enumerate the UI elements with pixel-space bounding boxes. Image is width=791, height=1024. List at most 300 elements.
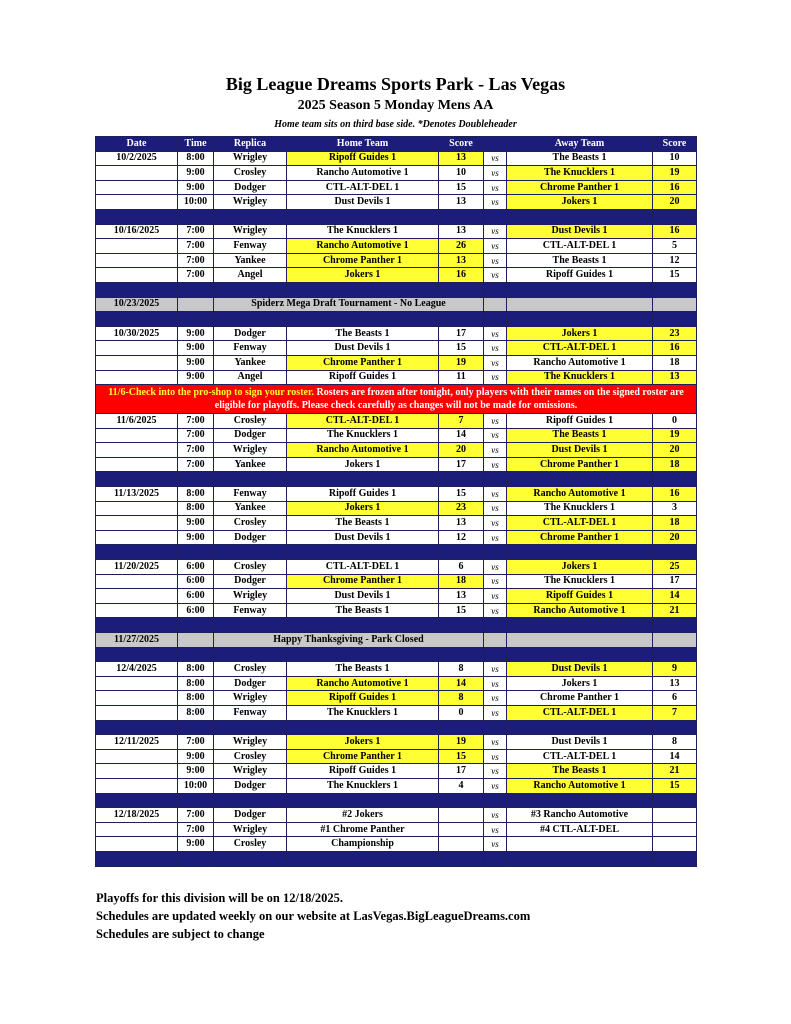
game-row <box>96 195 697 210</box>
game-time: 9:00 <box>178 341 214 356</box>
separator-cell <box>439 647 484 662</box>
footer-playoffs: Playoffs for this division will be on 12/18/2025. <box>96 891 344 905</box>
schedule-table <box>95 136 697 867</box>
away-score: 20 <box>653 530 697 545</box>
event-spacer <box>178 633 214 648</box>
away-score <box>653 808 697 823</box>
separator-cell <box>439 282 484 297</box>
roster-notice-lead: 11/6-Check into the pro-shop to sign your roster. <box>108 387 314 399</box>
away-score: 5 <box>653 239 697 254</box>
game-field: Crosley <box>214 516 287 531</box>
game-field: Yankee <box>214 253 287 268</box>
separator-cell <box>96 851 178 866</box>
separator-row <box>96 720 697 735</box>
vs-label: vs <box>484 603 507 618</box>
away-score: 6 <box>653 691 697 706</box>
game-date <box>96 516 178 531</box>
home-team: Jokers 1 <box>287 501 439 516</box>
game-date <box>96 764 178 779</box>
away-team: CTL-ALT-DEL 1 <box>507 516 653 531</box>
game-field: Dodger <box>214 530 287 545</box>
away-team: Ripoff Guides 1 <box>507 589 653 604</box>
vs-label: vs <box>484 443 507 458</box>
away-score: 18 <box>653 516 697 531</box>
away-team: The Beasts 1 <box>507 151 653 166</box>
schedule-note: Home team sits on third base side. *Denotes Doubleheader <box>274 119 517 130</box>
home-team: Chrome Panther 1 <box>287 355 439 370</box>
separator-row <box>96 618 697 633</box>
game-row <box>96 355 697 370</box>
game-date <box>96 180 178 195</box>
game-row <box>96 268 697 283</box>
home-team: The Beasts 1 <box>287 662 439 677</box>
game-row <box>96 487 697 502</box>
away-team: Rancho Automotive 1 <box>507 778 653 793</box>
game-row <box>96 414 697 429</box>
home-team: Chrome Panther 1 <box>287 574 439 589</box>
separator-cell <box>507 851 653 866</box>
separator-cell <box>484 793 507 808</box>
col-header-home-team: Home Team <box>287 137 439 152</box>
game-date <box>96 253 178 268</box>
away-score: 7 <box>653 705 697 720</box>
away-score: 19 <box>653 166 697 181</box>
away-team: Chrome Panther 1 <box>507 180 653 195</box>
away-team: Jokers 1 <box>507 326 653 341</box>
away-team: CTL-ALT-DEL 1 <box>507 749 653 764</box>
away-score: 20 <box>653 443 697 458</box>
separator-cell <box>214 282 287 297</box>
away-score: 9 <box>653 662 697 677</box>
separator-cell <box>484 720 507 735</box>
game-time: 7:00 <box>178 443 214 458</box>
event-spacer <box>484 297 507 312</box>
home-score: 15 <box>439 341 484 356</box>
home-score: 14 <box>439 428 484 443</box>
game-field: Wrigley <box>214 195 287 210</box>
separator-cell <box>214 851 287 866</box>
game-field: Yankee <box>214 457 287 472</box>
away-team: #4 CTL-ALT-DEL <box>507 822 653 837</box>
home-score <box>439 822 484 837</box>
event-date: 10/23/2025 <box>96 297 178 312</box>
vs-label: vs <box>484 326 507 341</box>
game-row <box>96 808 697 823</box>
separator-cell <box>214 793 287 808</box>
game-time: 8:00 <box>178 501 214 516</box>
game-date <box>96 370 178 385</box>
separator-cell <box>287 720 439 735</box>
game-row <box>96 589 697 604</box>
vs-label: vs <box>484 151 507 166</box>
event-row <box>96 297 697 312</box>
game-field: Yankee <box>214 501 287 516</box>
game-field: Fenway <box>214 341 287 356</box>
home-score: 13 <box>439 224 484 239</box>
vs-label: vs <box>484 355 507 370</box>
vs-label: vs <box>484 560 507 575</box>
game-time: 6:00 <box>178 589 214 604</box>
game-date <box>96 501 178 516</box>
home-score <box>439 837 484 852</box>
game-field: Wrigley <box>214 589 287 604</box>
game-time: 6:00 <box>178 603 214 618</box>
game-time: 6:00 <box>178 560 214 575</box>
separator-cell <box>484 209 507 224</box>
away-team: Dust Devils 1 <box>507 443 653 458</box>
footer-disclaimer: Schedules are subject to change <box>96 927 265 941</box>
vs-label: vs <box>484 501 507 516</box>
separator-row <box>96 793 697 808</box>
away-team: Dust Devils 1 <box>507 662 653 677</box>
separator-cell <box>178 472 214 487</box>
game-row <box>96 676 697 691</box>
game-date <box>96 530 178 545</box>
game-row <box>96 574 697 589</box>
separator-cell <box>507 720 653 735</box>
home-score: 13 <box>439 195 484 210</box>
game-date: 11/20/2025 <box>96 560 178 575</box>
game-date <box>96 822 178 837</box>
game-time: 7:00 <box>178 224 214 239</box>
separator-cell <box>439 793 484 808</box>
away-team: CTL-ALT-DEL 1 <box>507 239 653 254</box>
vs-label: vs <box>484 778 507 793</box>
game-time: 10:00 <box>178 195 214 210</box>
separator-cell <box>507 618 653 633</box>
away-score: 13 <box>653 676 697 691</box>
home-score: 0 <box>439 705 484 720</box>
separator-cell <box>96 793 178 808</box>
separator-cell <box>507 647 653 662</box>
home-team: The Knucklers 1 <box>287 778 439 793</box>
separator-cell <box>653 618 697 633</box>
game-date <box>96 603 178 618</box>
game-time: 9:00 <box>178 326 214 341</box>
away-score <box>653 837 697 852</box>
separator-cell <box>287 647 439 662</box>
vs-label: vs <box>484 837 507 852</box>
game-row <box>96 764 697 779</box>
game-row <box>96 778 697 793</box>
separator-cell <box>96 720 178 735</box>
home-team: #1 Chrome Panther <box>287 822 439 837</box>
separator-cell <box>287 851 439 866</box>
game-date <box>96 355 178 370</box>
vs-label: vs <box>484 735 507 750</box>
away-team: Rancho Automotive 1 <box>507 487 653 502</box>
separator-cell <box>178 851 214 866</box>
home-score: 6 <box>439 560 484 575</box>
event-spacer <box>484 633 507 648</box>
separator-cell <box>287 472 439 487</box>
game-field: Angel <box>214 370 287 385</box>
game-time: 9:00 <box>178 530 214 545</box>
away-score: 16 <box>653 341 697 356</box>
home-score: 23 <box>439 501 484 516</box>
separator-cell <box>96 282 178 297</box>
away-score: 16 <box>653 487 697 502</box>
home-score: 19 <box>439 735 484 750</box>
away-score: 21 <box>653 603 697 618</box>
home-score: 15 <box>439 180 484 195</box>
separator-row <box>96 545 697 560</box>
home-team: #2 Jokers <box>287 808 439 823</box>
home-score: 15 <box>439 749 484 764</box>
home-team: Ripoff Guides 1 <box>287 764 439 779</box>
separator-cell <box>178 282 214 297</box>
vs-label: vs <box>484 195 507 210</box>
separator-cell <box>484 851 507 866</box>
game-date: 11/6/2025 <box>96 414 178 429</box>
away-team: Jokers 1 <box>507 195 653 210</box>
game-field: Wrigley <box>214 151 287 166</box>
game-row <box>96 151 697 166</box>
vs-label: vs <box>484 662 507 677</box>
game-field: Wrigley <box>214 224 287 239</box>
away-team: The Knucklers 1 <box>507 370 653 385</box>
game-date <box>96 589 178 604</box>
game-time: 8:00 <box>178 662 214 677</box>
away-team: Jokers 1 <box>507 676 653 691</box>
game-field: Crosley <box>214 560 287 575</box>
game-field: Wrigley <box>214 764 287 779</box>
away-score: 13 <box>653 370 697 385</box>
game-field: Crosley <box>214 662 287 677</box>
home-team: Dust Devils 1 <box>287 195 439 210</box>
separator-cell <box>287 312 439 327</box>
separator-cell <box>507 545 653 560</box>
separator-cell <box>287 545 439 560</box>
away-score: 10 <box>653 151 697 166</box>
game-date <box>96 778 178 793</box>
separator-cell <box>96 545 178 560</box>
away-score: 15 <box>653 778 697 793</box>
game-time: 9:00 <box>178 516 214 531</box>
table-header-row <box>96 137 697 152</box>
home-team: Ripoff Guides 1 <box>287 151 439 166</box>
game-field: Dodger <box>214 428 287 443</box>
game-field: Dodger <box>214 326 287 341</box>
home-score: 8 <box>439 691 484 706</box>
home-team: Dust Devils 1 <box>287 530 439 545</box>
game-date <box>96 837 178 852</box>
separator-cell <box>484 618 507 633</box>
home-score: 15 <box>439 603 484 618</box>
vs-label: vs <box>484 691 507 706</box>
page-subtitle: 2025 Season 5 Monday Mens AA <box>297 98 494 113</box>
separator-cell <box>178 647 214 662</box>
vs-label: vs <box>484 589 507 604</box>
separator-cell <box>178 618 214 633</box>
home-score: 18 <box>439 574 484 589</box>
vs-label: vs <box>484 530 507 545</box>
home-score: 13 <box>439 516 484 531</box>
game-date <box>96 705 178 720</box>
game-row <box>96 837 697 852</box>
home-score: 17 <box>439 764 484 779</box>
game-date: 11/13/2025 <box>96 487 178 502</box>
separator-row <box>96 851 697 866</box>
game-date <box>96 457 178 472</box>
away-score: 23 <box>653 326 697 341</box>
vs-label: vs <box>484 370 507 385</box>
roster-notice <box>96 385 697 414</box>
separator-cell <box>178 720 214 735</box>
game-time: 9:00 <box>178 837 214 852</box>
vs-label: vs <box>484 224 507 239</box>
home-score: 26 <box>439 239 484 254</box>
vs-label: vs <box>484 253 507 268</box>
game-date <box>96 239 178 254</box>
home-score: 8 <box>439 662 484 677</box>
separator-cell <box>439 545 484 560</box>
game-row <box>96 516 697 531</box>
away-team: Ripoff Guides 1 <box>507 268 653 283</box>
game-field: Wrigley <box>214 691 287 706</box>
separator-row <box>96 282 697 297</box>
game-time: 7:00 <box>178 822 214 837</box>
home-team: CTL-ALT-DEL 1 <box>287 180 439 195</box>
away-team: The Knucklers 1 <box>507 501 653 516</box>
game-row <box>96 691 697 706</box>
game-time: 7:00 <box>178 428 214 443</box>
game-time: 6:00 <box>178 574 214 589</box>
game-field: Fenway <box>214 487 287 502</box>
away-score: 16 <box>653 224 697 239</box>
game-time: 7:00 <box>178 268 214 283</box>
away-score: 12 <box>653 253 697 268</box>
game-date <box>96 341 178 356</box>
away-team: Chrome Panther 1 <box>507 530 653 545</box>
home-score: 12 <box>439 530 484 545</box>
away-score: 0 <box>653 414 697 429</box>
vs-label: vs <box>484 487 507 502</box>
home-score: 13 <box>439 589 484 604</box>
separator-cell <box>96 618 178 633</box>
separator-cell <box>287 618 439 633</box>
game-row <box>96 749 697 764</box>
game-date <box>96 428 178 443</box>
vs-label: vs <box>484 166 507 181</box>
game-field: Wrigley <box>214 735 287 750</box>
away-team: Dust Devils 1 <box>507 224 653 239</box>
away-team: The Knucklers 1 <box>507 574 653 589</box>
home-team: Dust Devils 1 <box>287 589 439 604</box>
game-field: Crosley <box>214 837 287 852</box>
game-time: 9:00 <box>178 764 214 779</box>
game-row <box>96 501 697 516</box>
away-team: CTL-ALT-DEL 1 <box>507 705 653 720</box>
vs-label: vs <box>484 516 507 531</box>
game-row <box>96 341 697 356</box>
separator-cell <box>96 472 178 487</box>
away-score: 25 <box>653 560 697 575</box>
separator-cell <box>214 647 287 662</box>
separator-cell <box>178 793 214 808</box>
game-row <box>96 180 697 195</box>
game-row <box>96 603 697 618</box>
away-score: 17 <box>653 574 697 589</box>
separator-cell <box>653 472 697 487</box>
separator-cell <box>653 851 697 866</box>
game-date: 12/18/2025 <box>96 808 178 823</box>
separator-cell <box>484 312 507 327</box>
game-row <box>96 239 697 254</box>
away-team: The Beasts 1 <box>507 764 653 779</box>
col-header-replica: Replica <box>214 137 287 152</box>
game-time: 8:00 <box>178 705 214 720</box>
home-team: Rancho Automotive 1 <box>287 239 439 254</box>
col-header-away-score: Score <box>653 137 697 152</box>
home-score <box>439 808 484 823</box>
vs-label: vs <box>484 749 507 764</box>
game-row <box>96 370 697 385</box>
home-team: Rancho Automotive 1 <box>287 166 439 181</box>
separator-cell <box>178 209 214 224</box>
game-row <box>96 735 697 750</box>
event-spacer <box>507 297 653 312</box>
home-team: Rancho Automotive 1 <box>287 443 439 458</box>
game-time: 7:00 <box>178 239 214 254</box>
separator-cell <box>214 720 287 735</box>
separator-cell <box>653 312 697 327</box>
home-score: 7 <box>439 414 484 429</box>
game-time: 7:00 <box>178 253 214 268</box>
vs-label: vs <box>484 414 507 429</box>
separator-cell <box>439 618 484 633</box>
game-time: 7:00 <box>178 735 214 750</box>
game-time: 8:00 <box>178 151 214 166</box>
event-spacer <box>178 297 214 312</box>
separator-cell <box>653 209 697 224</box>
home-score: 17 <box>439 326 484 341</box>
home-team: CTL-ALT-DEL 1 <box>287 414 439 429</box>
separator-cell <box>484 472 507 487</box>
event-spacer <box>653 633 697 648</box>
home-team: Championship <box>287 837 439 852</box>
col-header-home-score: Score <box>439 137 484 152</box>
separator-cell <box>214 472 287 487</box>
vs-label: vs <box>484 180 507 195</box>
game-row <box>96 662 697 677</box>
separator-cell <box>653 545 697 560</box>
separator-row <box>96 647 697 662</box>
game-date: 12/4/2025 <box>96 662 178 677</box>
separator-cell <box>178 312 214 327</box>
away-team: Chrome Panther 1 <box>507 691 653 706</box>
home-team: Ripoff Guides 1 <box>287 370 439 385</box>
game-row <box>96 560 697 575</box>
away-score: 8 <box>653 735 697 750</box>
game-date <box>96 676 178 691</box>
separator-cell <box>439 720 484 735</box>
home-team: Jokers 1 <box>287 268 439 283</box>
away-team: Rancho Automotive 1 <box>507 603 653 618</box>
vs-label: vs <box>484 808 507 823</box>
separator-cell <box>439 312 484 327</box>
separator-cell <box>178 545 214 560</box>
away-score: 19 <box>653 428 697 443</box>
vs-label: vs <box>484 457 507 472</box>
home-team: Dust Devils 1 <box>287 341 439 356</box>
vs-label: vs <box>484 676 507 691</box>
game-field: Crosley <box>214 414 287 429</box>
home-team: Chrome Panther 1 <box>287 749 439 764</box>
away-team: Chrome Panther 1 <box>507 457 653 472</box>
away-team: Ripoff Guides 1 <box>507 414 653 429</box>
separator-cell <box>287 793 439 808</box>
